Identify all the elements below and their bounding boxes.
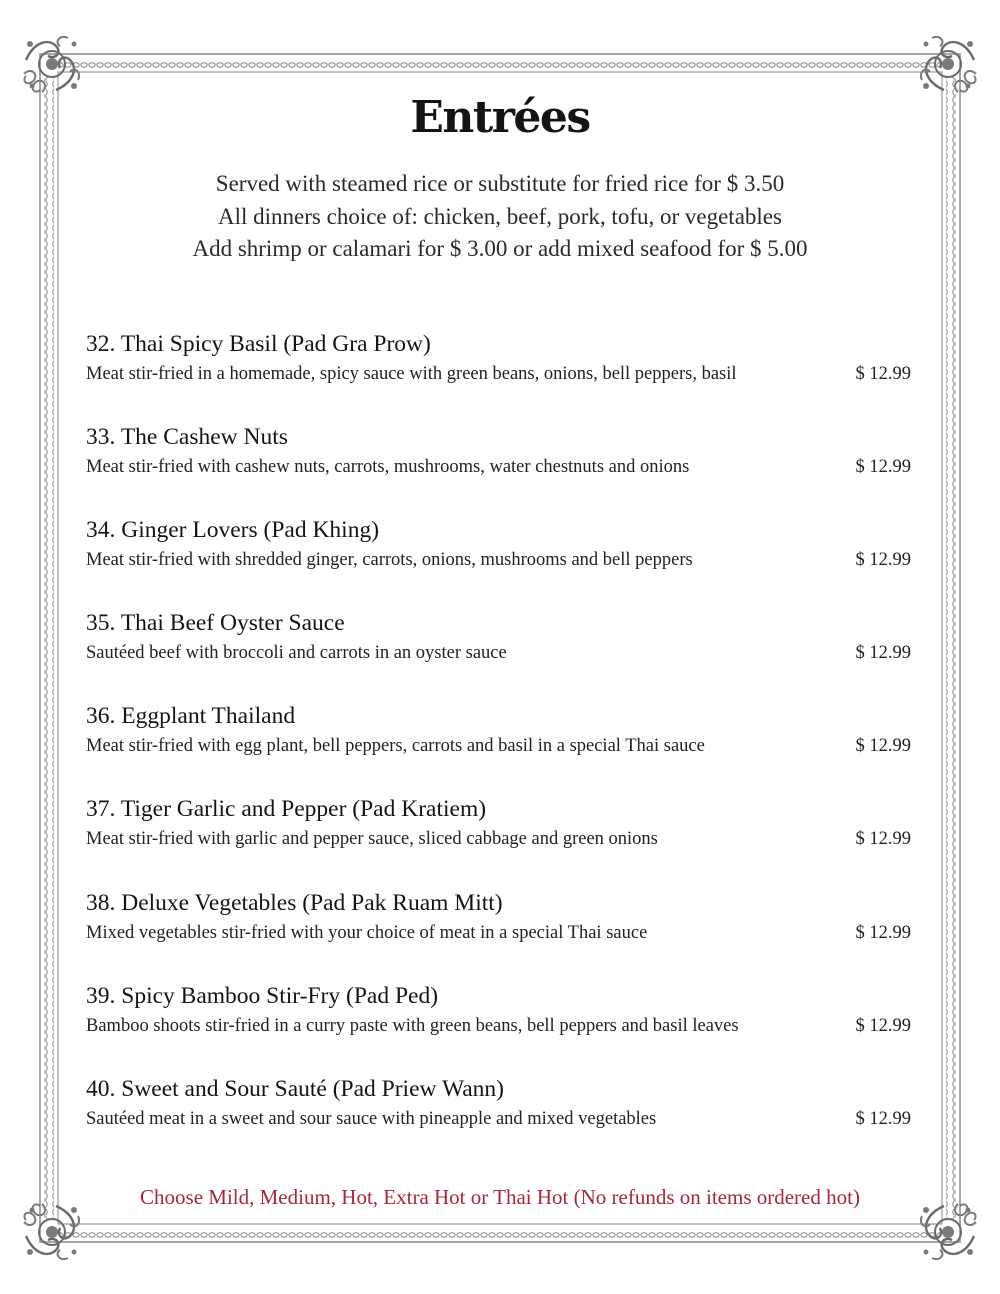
menu-item-name: 32. Thai Spicy Basil (Pad Gra Prow)	[86, 331, 431, 357]
menu-item-description: Meat stir-fried with shredded ginger, carrots, onions, mushrooms and bell peppers	[86, 550, 693, 571]
menu-item-description: Sautéed beef with broccoli and carrots in an oyster sauce	[86, 643, 507, 664]
menu-item-price: $ 12.99	[855, 736, 911, 757]
menu-item-name: 33. The Cashew Nuts	[86, 424, 288, 451]
menu-item-description: Meat stir-fried with cashew nuts, carrots, mushrooms, water chestnuts and onions	[86, 457, 690, 478]
menu-item	[86, 888, 914, 981]
intro-line-rice: Served with steamed rice or substitute for fried rice for $ 3.50	[215, 171, 785, 196]
menu-item	[86, 701, 914, 794]
intro-text	[0, 168, 1000, 266]
menu-item-description: Mixed vegetables stir-fried with your choice of meat in a special Thai sauce	[86, 922, 648, 943]
menu-item-name: 34. Ginger Lovers (Pad Khing)	[86, 517, 380, 544]
page-title: Entrées	[410, 92, 590, 143]
menu-item	[86, 981, 914, 1074]
menu-item-description: Meat stir-fried with egg plant, bell peppers, carrots and basil in a special Thai sauce	[86, 736, 705, 757]
menu-item	[86, 608, 914, 701]
intro-line-seafood: Add shrimp or calamari for $ 3.00 or add mixed seafood for $ 5.00	[192, 236, 808, 261]
menu-item-name: 37. Tiger Garlic and Pepper (Pad Kratiem)	[86, 796, 487, 823]
menu-item-description: Meat stir-fried with garlic and pepper sauce, sliced cabbage and green onions	[86, 829, 658, 850]
menu-item-name: 36. Eggplant Thailand	[86, 703, 296, 730]
menu-item-price: $ 12.99	[855, 643, 911, 664]
menu-item-name: 38. Deluxe Vegetables (Pad Pak Ruam Mitt)	[86, 889, 503, 916]
menu-item	[86, 422, 914, 515]
menu-item-description: Bamboo shoots stir-fried in a curry paste with green beans, bell peppers and basil leaves	[86, 1015, 739, 1036]
menu-item-price: $ 12.99	[855, 922, 911, 943]
menu-item-name: 35. Thai Beef Oyster Sauce	[86, 610, 345, 637]
menu-item-price: $ 12.99	[855, 1108, 911, 1129]
menu-item-name: 39. Spicy Bamboo Stir-Fry (Pad Ped)	[86, 982, 439, 1009]
intro-line-protein: All dinners choice of: chicken, beef, pork, tofu, or vegetables	[218, 203, 782, 229]
menu-item-name: 40. Sweet and Sour Sauté (Pad Priew Wann)	[86, 1075, 504, 1102]
menu-item-list	[86, 329, 914, 1167]
menu-item	[86, 515, 914, 608]
menu-item-price: $ 12.99	[855, 829, 911, 850]
menu-item	[86, 329, 914, 422]
menu-item-description: Sautéed meat in a sweet and sour sauce with pineapple and mixed vegetables	[86, 1108, 657, 1129]
menu-item-price: $ 12.99	[855, 364, 911, 384]
menu-item	[86, 1074, 914, 1167]
spice-level-note: Choose Mild, Medium, Hot, Extra Hot or Thai Hot (No refunds on items ordered hot)	[140, 1185, 860, 1209]
menu-item-description: Meat stir-fried in a homemade, spicy sauce with green beans, onions, bell peppers, basil	[86, 364, 737, 384]
menu-item	[86, 794, 914, 887]
menu-item-price: $ 12.99	[855, 1015, 911, 1036]
menu-item-price: $ 12.99	[855, 550, 911, 571]
menu-item-price: $ 12.99	[855, 457, 911, 478]
